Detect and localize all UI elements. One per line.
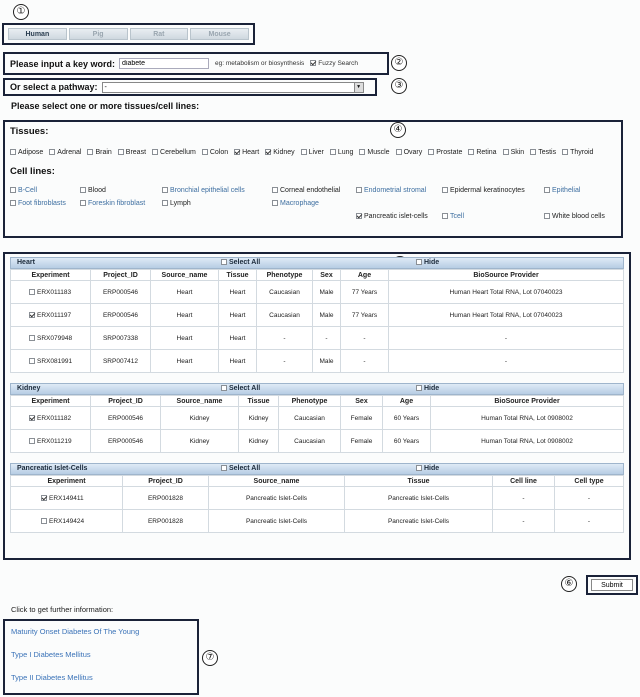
pancreatic-hide[interactable] bbox=[416, 465, 439, 472]
tissue-checkbox[interactable] bbox=[10, 149, 16, 155]
experiment-cell[interactable] bbox=[11, 407, 91, 430]
cell: Heart bbox=[219, 350, 257, 373]
heart-hide[interactable] bbox=[416, 259, 439, 266]
col-age: Age bbox=[383, 396, 431, 407]
submit-button[interactable]: Submit bbox=[591, 579, 633, 591]
keyword-input[interactable] bbox=[119, 58, 209, 69]
cell: 60 Years bbox=[383, 407, 431, 430]
cell: Human Total RNA, Lot 0908002 bbox=[431, 430, 624, 453]
tissue-label: Skin bbox=[510, 149, 525, 156]
fuzzy-search-checkbox[interactable] bbox=[310, 60, 316, 66]
col-sex: Sex bbox=[341, 396, 383, 407]
cell: Human Heart Total RNA, Lot 07040023 bbox=[389, 281, 624, 304]
tissue-label: Brain bbox=[95, 149, 112, 156]
heart-table-header bbox=[10, 257, 624, 269]
col-phenotype: Phenotype bbox=[257, 270, 313, 281]
table-row bbox=[11, 430, 624, 453]
experiment-cell[interactable] bbox=[11, 350, 91, 373]
pancreatic-table bbox=[10, 475, 624, 533]
cell-label: Foot fibroblasts bbox=[18, 200, 66, 207]
kidney-select-all[interactable] bbox=[221, 385, 260, 392]
tissue-checkbox[interactable] bbox=[118, 149, 124, 155]
table-row bbox=[11, 487, 624, 510]
experiment-id: SRX081991 bbox=[37, 357, 73, 365]
tissue-checkbox[interactable] bbox=[359, 149, 365, 155]
fuzzy-search-label: Fuzzy Search bbox=[318, 60, 359, 67]
cell: Pancreatic Islet-Cells bbox=[209, 510, 345, 533]
kidney-hide[interactable] bbox=[416, 385, 439, 392]
select-all-label: Select All bbox=[229, 385, 261, 392]
table-row bbox=[11, 281, 624, 304]
tissue-checkbox[interactable] bbox=[468, 149, 474, 155]
tissue-label: Muscle bbox=[367, 149, 390, 156]
cell-foreskin-fibroblast[interactable] bbox=[80, 200, 162, 207]
cell: Pancreatic Islet-Cells bbox=[209, 487, 345, 510]
tissue-label: Testis bbox=[538, 149, 557, 156]
cell-checkbox[interactable] bbox=[544, 187, 550, 193]
experiment-id: ERX011182 bbox=[37, 414, 72, 422]
select-all-label: Select All bbox=[229, 259, 261, 266]
tissue-checkbox[interactable] bbox=[152, 149, 158, 155]
cell-pancreatic[interactable] bbox=[272, 213, 356, 220]
cell: Caucasian bbox=[279, 407, 341, 430]
col-source-name: Source_name bbox=[161, 396, 239, 407]
row-checkbox[interactable] bbox=[29, 312, 35, 318]
cell: Caucasian bbox=[257, 281, 313, 304]
tab-pig[interactable]: Pig bbox=[69, 28, 128, 40]
cell: Heart bbox=[219, 304, 257, 327]
experiment-id: ERX149411 bbox=[49, 494, 84, 502]
tissue-heart[interactable] bbox=[234, 149, 259, 156]
tissue-label: Adrenal bbox=[57, 149, 82, 156]
cell: Male bbox=[313, 350, 341, 373]
cell: SRP007412 bbox=[91, 350, 151, 373]
tissue-label: Adipose bbox=[18, 149, 44, 156]
cell: Pancreatic Islet-Cells bbox=[345, 510, 493, 533]
tissue-checkbox[interactable] bbox=[202, 149, 208, 155]
cell-epithelial[interactable] bbox=[544, 187, 628, 194]
row-checkbox[interactable] bbox=[41, 495, 47, 501]
pancreatic-table-title: Pancreatic Islet-Cells bbox=[17, 465, 88, 472]
table-row bbox=[11, 350, 624, 373]
experiment-id: ERX149424 bbox=[49, 517, 85, 525]
cell-lines-title: Cell lines: bbox=[10, 166, 55, 177]
cell-label: White blood cells bbox=[552, 213, 605, 220]
cell-label: Tcell bbox=[450, 213, 465, 220]
select-all-checkbox[interactable] bbox=[221, 465, 227, 471]
col-source-name: Source_name bbox=[151, 270, 219, 281]
table-row bbox=[11, 510, 624, 533]
results-section bbox=[3, 252, 631, 560]
tissue-cerebellum[interactable] bbox=[152, 149, 196, 156]
keyword-hint: eg: metabolism or biosynthesis bbox=[215, 60, 305, 67]
cell: ERP000546 bbox=[91, 304, 151, 327]
cell: Heart bbox=[151, 304, 219, 327]
cell-checkbox[interactable] bbox=[356, 213, 362, 219]
experiment-cell[interactable] bbox=[11, 487, 123, 510]
pathway-label: Or select a pathway: bbox=[10, 82, 98, 92]
row-checkbox[interactable] bbox=[41, 518, 47, 524]
cell: - bbox=[341, 350, 389, 373]
cell: - bbox=[257, 327, 313, 350]
cell-endometrial[interactable] bbox=[356, 187, 442, 194]
tissue-label: Lung bbox=[337, 149, 354, 156]
tissue-retina[interactable] bbox=[468, 149, 496, 156]
cell-blood[interactable] bbox=[80, 187, 162, 194]
marker-2: ② bbox=[391, 55, 407, 71]
cell-label: Epithelial bbox=[552, 187, 581, 194]
cell: Caucasian bbox=[257, 304, 313, 327]
experiment-id: ERX011219 bbox=[37, 437, 72, 445]
tissue-checkbox[interactable] bbox=[265, 149, 271, 155]
heart-select-all[interactable] bbox=[221, 259, 260, 266]
cell-macrophage[interactable] bbox=[272, 200, 356, 207]
col-project-id: Project_ID bbox=[123, 476, 209, 487]
row-checkbox[interactable] bbox=[29, 289, 35, 295]
tissue-checkbox[interactable] bbox=[562, 149, 568, 155]
cell: Kidney bbox=[239, 407, 279, 430]
cell: Heart bbox=[151, 281, 219, 304]
pathway-select-value: - bbox=[104, 83, 107, 91]
col-phenotype: Phenotype bbox=[279, 396, 341, 407]
hide-checkbox[interactable] bbox=[416, 465, 422, 471]
tissue-checkbox[interactable] bbox=[87, 149, 93, 155]
cell-label: Macrophage bbox=[280, 200, 319, 207]
tissue-selection bbox=[3, 120, 623, 238]
cell-label: Blood bbox=[88, 187, 106, 194]
tissue-liver[interactable] bbox=[301, 149, 324, 156]
tissue-label: Heart bbox=[242, 149, 260, 156]
cell-checkbox[interactable] bbox=[356, 187, 362, 193]
cell-checkbox[interactable] bbox=[10, 187, 16, 193]
table-row bbox=[11, 407, 624, 430]
cell: Male bbox=[313, 304, 341, 327]
cell: Kidney bbox=[161, 407, 239, 430]
select-prompt: Please select one or more tissues/cell lines: bbox=[11, 101, 200, 111]
col-experiment: Experiment bbox=[11, 476, 123, 487]
cell: Human Total RNA, Lot 0908002 bbox=[431, 407, 624, 430]
tissue-list bbox=[10, 149, 616, 156]
cell: - bbox=[341, 327, 389, 350]
tissue-ovary[interactable] bbox=[396, 149, 423, 156]
row-checkbox[interactable] bbox=[29, 415, 35, 421]
chevron-down-icon[interactable]: ▼ bbox=[354, 83, 363, 92]
tissue-label: Colon bbox=[209, 149, 229, 156]
cell: Human Heart Total RNA, Lot 07040023 bbox=[389, 304, 624, 327]
tissue-checkbox[interactable] bbox=[49, 149, 55, 155]
cell: Pancreatic Islet-Cells bbox=[345, 487, 493, 510]
col-cell-line: Cell line bbox=[493, 476, 555, 487]
tissue-checkbox[interactable] bbox=[503, 149, 509, 155]
cell: - bbox=[389, 327, 624, 350]
cell: - bbox=[555, 510, 624, 533]
cell: Male bbox=[313, 281, 341, 304]
cell: ERP001828 bbox=[123, 487, 209, 510]
col-tissue: Tissue bbox=[345, 476, 493, 487]
col-experiment: Experiment bbox=[11, 270, 91, 281]
hide-label: Hide bbox=[424, 259, 440, 266]
tab-human[interactable]: Human bbox=[8, 28, 67, 40]
tab-rat[interactable]: Rat bbox=[130, 28, 189, 40]
hide-label: Hide bbox=[424, 465, 440, 472]
marker-6: ⑥ bbox=[561, 576, 577, 592]
cell: ERP000546 bbox=[91, 407, 161, 430]
cell: Heart bbox=[151, 350, 219, 373]
cell-checkbox[interactable] bbox=[442, 187, 448, 193]
tissue-checkbox[interactable] bbox=[301, 149, 307, 155]
keyword-label: Please input a key word: bbox=[10, 58, 116, 69]
col-project-id: Project_ID bbox=[91, 270, 151, 281]
hide-label: Hide bbox=[424, 385, 440, 392]
tissue-label: Prostate bbox=[436, 149, 463, 156]
cell: ERP000546 bbox=[91, 430, 161, 453]
experiment-id: ERX011197 bbox=[37, 311, 72, 319]
marker-1: ① bbox=[13, 4, 29, 20]
cell: Female bbox=[341, 430, 383, 453]
keyword-section bbox=[3, 52, 389, 75]
tissue-checkbox[interactable] bbox=[234, 149, 240, 155]
tissue-checkbox[interactable] bbox=[330, 149, 336, 155]
cell-tcell[interactable] bbox=[442, 213, 544, 220]
link-type-2-diabetes[interactable]: Type II Diabetes Mellitus bbox=[11, 673, 93, 682]
hide-checkbox[interactable] bbox=[416, 259, 422, 265]
marker-7: ⑦ bbox=[202, 650, 218, 666]
cell: Caucasian bbox=[279, 430, 341, 453]
col-provider: BioSource Provider bbox=[389, 270, 624, 281]
cell-checkbox[interactable] bbox=[442, 213, 448, 219]
tissue-prostate[interactable] bbox=[428, 149, 462, 156]
cell-checkbox[interactable] bbox=[544, 213, 550, 219]
cell-bronchial[interactable] bbox=[162, 187, 272, 194]
row-checkbox[interactable] bbox=[29, 438, 35, 444]
cell-corneal[interactable] bbox=[272, 187, 356, 194]
cell: - bbox=[493, 487, 555, 510]
cell-checkbox[interactable] bbox=[80, 187, 86, 193]
tissue-label: Retina bbox=[476, 149, 497, 156]
cell-epidermal[interactable] bbox=[442, 187, 544, 194]
cell-line-list bbox=[10, 187, 616, 220]
experiment-cell[interactable] bbox=[11, 327, 91, 350]
further-info-label: Click to get further information: bbox=[11, 605, 114, 614]
row-checkbox[interactable] bbox=[29, 335, 35, 341]
cell-label: Foreskin fibroblast bbox=[88, 200, 146, 207]
cell-pancreatic-islet[interactable] bbox=[356, 213, 442, 220]
cell-label: Epidermal keratinocytes bbox=[450, 187, 525, 194]
row-checkbox[interactable] bbox=[29, 358, 35, 364]
col-tissue: Tissue bbox=[219, 270, 257, 281]
cell: 60 Years bbox=[383, 430, 431, 453]
pathway-section bbox=[3, 78, 377, 96]
table-row bbox=[11, 327, 624, 350]
tissue-label: Kidney bbox=[273, 149, 295, 156]
col-tissue: Tissue bbox=[239, 396, 279, 407]
marker-4: ④ bbox=[390, 122, 406, 138]
col-provider: BioSource Provider bbox=[431, 396, 624, 407]
cell: Heart bbox=[219, 281, 257, 304]
tab-mouse[interactable]: Mouse bbox=[190, 28, 249, 40]
kidney-table-title: Kidney bbox=[17, 385, 41, 392]
tissue-colon[interactable] bbox=[202, 149, 228, 156]
experiment-cell[interactable] bbox=[11, 304, 91, 327]
tissue-adipose[interactable] bbox=[10, 149, 43, 156]
cell-checkbox[interactable] bbox=[162, 200, 168, 206]
tissue-lung[interactable] bbox=[330, 149, 354, 156]
cell: Heart bbox=[219, 327, 257, 350]
cell: ERP000546 bbox=[91, 281, 151, 304]
tissue-checkbox[interactable] bbox=[530, 149, 536, 155]
cell-lymph[interactable] bbox=[162, 200, 272, 207]
cell: - bbox=[389, 350, 624, 373]
table-row bbox=[11, 304, 624, 327]
cell-checkbox[interactable] bbox=[272, 200, 278, 206]
tissue-adrenal[interactable] bbox=[49, 149, 81, 156]
tissue-label: Liver bbox=[308, 149, 324, 156]
tissue-label: Cerebellum bbox=[160, 149, 196, 156]
select-all-label: Select All bbox=[229, 465, 261, 472]
link-mody[interactable]: Maturity Onset Diabetes Of The Young bbox=[11, 627, 140, 636]
cell-checkbox[interactable] bbox=[272, 187, 278, 193]
heart-table bbox=[10, 269, 624, 373]
experiment-cell[interactable] bbox=[11, 510, 123, 533]
tissues-title: Tissues: bbox=[10, 126, 49, 137]
cell: 77 Years bbox=[341, 304, 389, 327]
cell: Heart bbox=[151, 327, 219, 350]
hide-checkbox[interactable] bbox=[416, 385, 422, 391]
experiment-cell[interactable] bbox=[11, 281, 91, 304]
species-tabs bbox=[2, 23, 255, 45]
cell-label: B-Cell bbox=[18, 187, 38, 194]
col-age: Age bbox=[341, 270, 389, 281]
col-source-name: Source_name bbox=[209, 476, 345, 487]
cell-label: Bronchial epithelial cells bbox=[170, 187, 245, 194]
col-cell-type: Cell type bbox=[555, 476, 624, 487]
pancreatic-select-all[interactable] bbox=[221, 465, 260, 472]
pathway-select[interactable] bbox=[102, 82, 364, 93]
col-project-id: Project_ID bbox=[91, 396, 161, 407]
cell: ERP001828 bbox=[123, 510, 209, 533]
cell-label: Endometrial stromal bbox=[364, 187, 427, 194]
cell: - bbox=[555, 487, 624, 510]
col-experiment: Experiment bbox=[11, 396, 91, 407]
link-type-1-diabetes[interactable]: Type I Diabetes Mellitus bbox=[11, 650, 91, 659]
cell-checkbox[interactable] bbox=[162, 187, 168, 193]
experiment-id: SRX079948 bbox=[37, 334, 73, 342]
cell-label: Corneal endothelial bbox=[280, 187, 341, 194]
fuzzy-search-option[interactable] bbox=[310, 60, 358, 67]
kidney-table bbox=[10, 395, 624, 453]
tissue-label: Breast bbox=[125, 149, 147, 156]
disease-links bbox=[3, 619, 199, 695]
tissue-brain[interactable] bbox=[87, 149, 111, 156]
tissue-testis[interactable] bbox=[530, 149, 556, 156]
select-all-checkbox[interactable] bbox=[221, 259, 227, 265]
tissue-breast[interactable] bbox=[118, 149, 146, 156]
experiment-id: ERX011183 bbox=[37, 288, 72, 296]
tissue-label: Thyroid bbox=[570, 149, 594, 156]
cell: Kidney bbox=[239, 430, 279, 453]
col-sex: Sex bbox=[313, 270, 341, 281]
kidney-table-header bbox=[10, 383, 624, 395]
select-all-checkbox[interactable] bbox=[221, 385, 227, 391]
tissue-checkbox[interactable] bbox=[396, 149, 402, 155]
cell: 77 Years bbox=[341, 281, 389, 304]
cell-checkbox[interactable] bbox=[10, 200, 16, 206]
marker-3: ③ bbox=[391, 78, 407, 94]
tissue-thyroid[interactable] bbox=[562, 149, 593, 156]
pancreatic-results bbox=[10, 463, 624, 533]
cell: - bbox=[257, 350, 313, 373]
experiment-cell[interactable] bbox=[11, 430, 91, 453]
cell-checkbox[interactable] bbox=[80, 200, 86, 206]
cell-foot-fibroblasts[interactable] bbox=[10, 200, 80, 207]
cell-label: Lymph bbox=[170, 200, 191, 207]
tissue-kidney[interactable] bbox=[265, 149, 294, 156]
cell: Female bbox=[341, 407, 383, 430]
tissue-skin[interactable] bbox=[503, 149, 525, 156]
submit-section bbox=[586, 575, 638, 595]
cell-b-cell[interactable] bbox=[10, 187, 80, 194]
cell: Kidney bbox=[161, 430, 239, 453]
kidney-results bbox=[10, 383, 624, 453]
heart-results bbox=[10, 257, 624, 373]
tissue-muscle[interactable] bbox=[359, 149, 389, 156]
pancreatic-table-header bbox=[10, 463, 624, 475]
tissue-checkbox[interactable] bbox=[428, 149, 434, 155]
cell-white-blood[interactable] bbox=[544, 213, 628, 220]
cell: SRP007338 bbox=[91, 327, 151, 350]
cell: - bbox=[493, 510, 555, 533]
cell-label: Pancreatic islet-cells bbox=[364, 213, 428, 220]
heart-table-title: Heart bbox=[17, 259, 35, 266]
cell: - bbox=[313, 327, 341, 350]
tissue-label: Ovary bbox=[403, 149, 423, 156]
